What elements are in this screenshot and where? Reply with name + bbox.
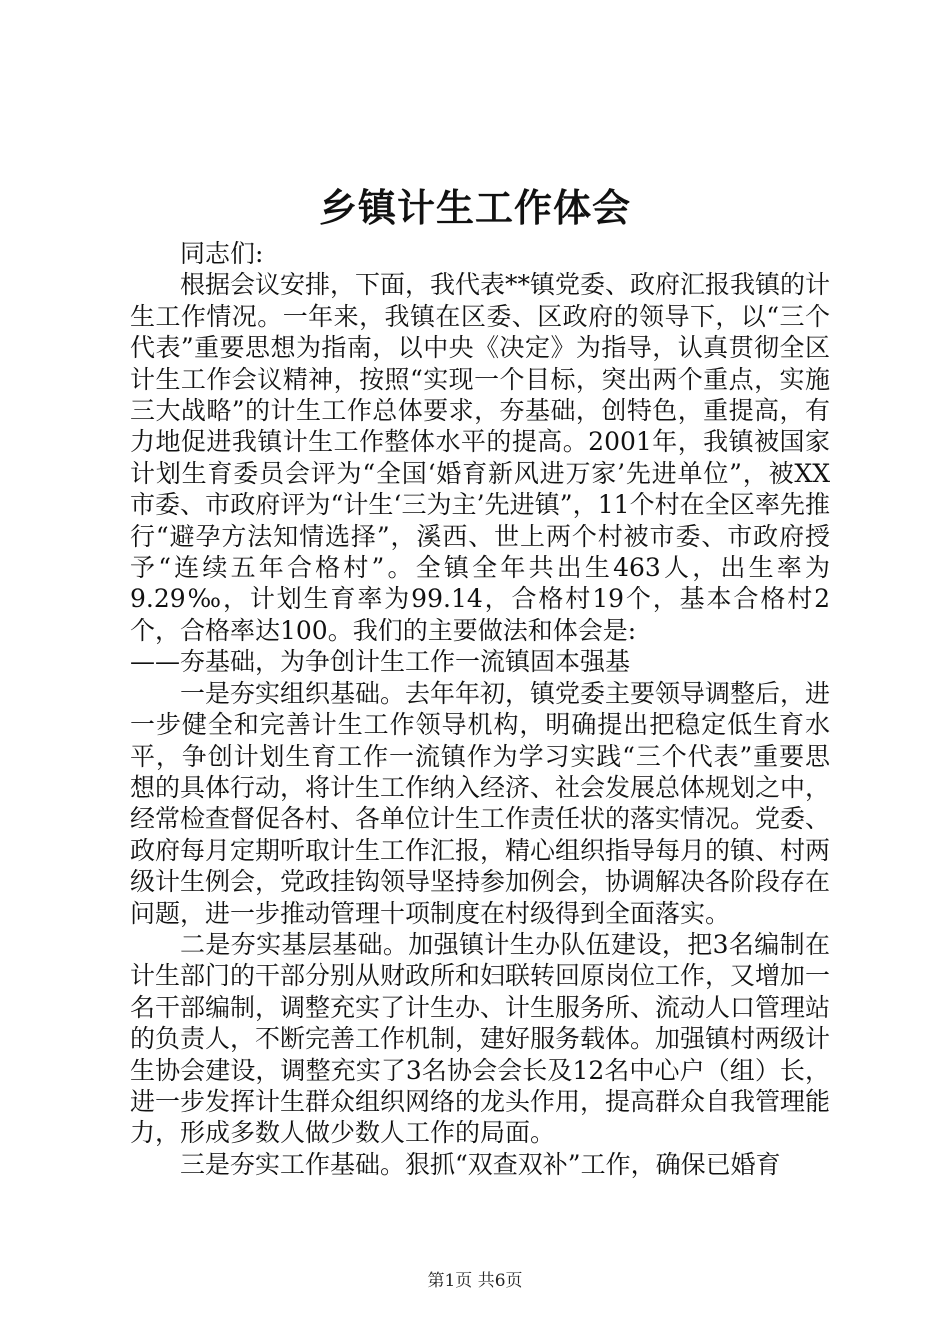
document-title: 乡镇计生工作体会 <box>318 185 631 230</box>
body-paragraph-grassroots: 二是夯实基层基础。加强镇计生办队伍建设，把3名编制在计生部门的干部分别从财政所和妇联转回原岗位工作，又增加一名干部编制，调整充实了计生办、计生服务所、流动人口管理站的负责人，不断完善工作机制，建好服务载体。加强镇村两级计生协会建设，调整充实了3名协会会长及12名中心户（组）长，进一步发挥计生群众组织网络的龙头作用，提高群众自我管理能力，形成多数人做少数人工作的局面。 <box>130 929 831 1148</box>
section-heading: ——夯基础，为争创计生工作一流镇固本强基 <box>130 647 631 677</box>
intro-paragraph: 根据会议安排，下面，我代表**镇党委、政府汇报我镇的计生工作情况。一年来，我镇在区委、区政府的领导下，以“三个代表”重要思想为指南，以中央《决定》为指导，认真贯彻全区计生工作会议精神，按照“实现一个目标，突出两个重点，实施三大战略”的计生工作总体要求，夯基础，创特色，重提高，有力地促进我镇计生工作整体水平的提高。2001年，我镇被国家计划生育委员会评为“全国‘婚育新风进万家’先进单位”，被XX市委、市政府评为“计生‘三为主’先进镇”，11个村在全区率先推行“避孕方法知情选择”，溪西、世上两个村被市委、市政府授予“连续五年合格村”。全镇全年共出生463人，出生率为9.29‰，计划生育率为99.14，合格村19个，基本合格村2个，合格率达100。我们的主要做法和体会是: <box>130 270 831 645</box>
salutation-paragraph: 同志们: <box>180 239 264 268</box>
document-body <box>130 238 830 1180</box>
body-paragraph-organization: 一是夯实组织基础。去年年初，镇党委主要领导调整后，进一步健全和完善计生工作领导机构，明确提出把稳定低生育水平，争创计划生育工作一流镇作为学习实践“三个代表”重要思想的具体行动，将计生工作纳入经济、社会发展总体规划之中，经常检查督促各村、各单位计生工作责任状的落实情况。党委、政府每月定期听取计生工作汇报，精心组织指导每月的镇、村两级计生例会，党政挂钩领导坚持参加例会，协调解决各阶段存在问题，进一步推动管理十项制度在村级得到全面落实。 <box>130 678 831 928</box>
body-paragraph-work: 三是夯实工作基础。狠抓“双查双补”工作，确保已婚育 <box>180 1149 781 1179</box>
page-number-footer: 第1页 共6页 <box>427 1271 523 1291</box>
